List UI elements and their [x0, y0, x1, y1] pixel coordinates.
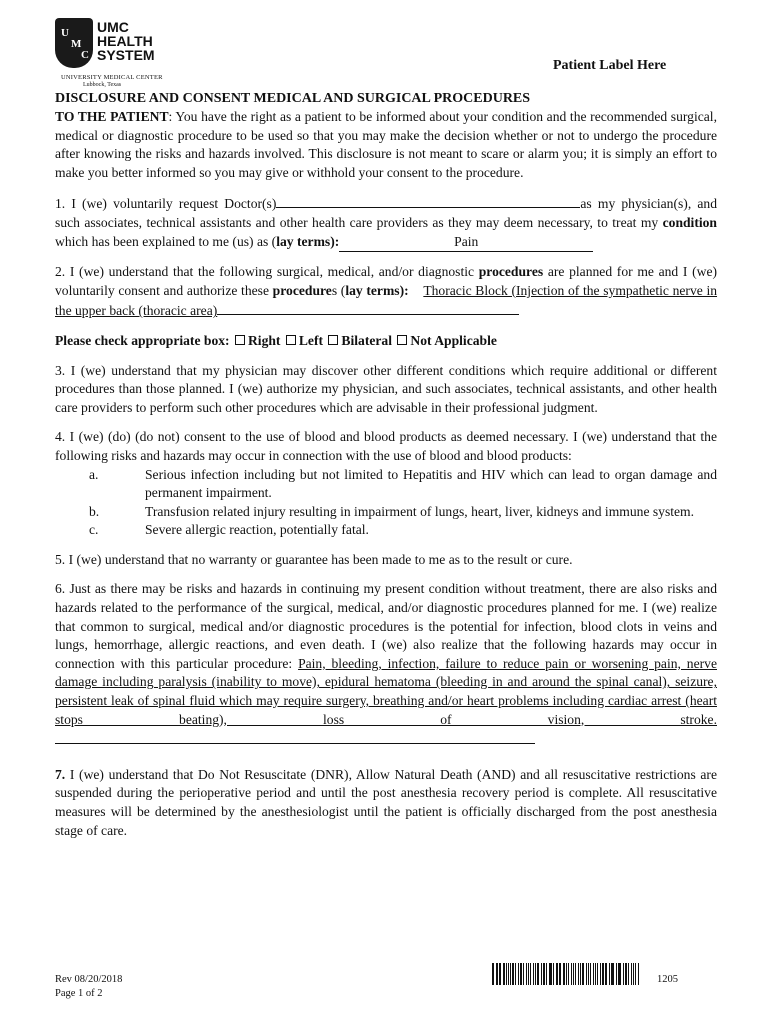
barcode-bar [588, 963, 590, 985]
barcode-bar [609, 963, 610, 985]
section-2: 2. I (we) understand that the following surgical, medical, and/or diagnostic procedures are planned for me and I (we) voluntarily consent and authorize these procedures (lay terms): Thoracic Block (Injection of the sympathetic nerve in the upper back (thoracic area) [55, 264, 718, 319]
section-3: 3. I (we) understand that my physician may discover other different conditions which require additional or different procedures than those planned. I (we) authorize my physician, and such associates, technical assistants, and other health care providers to perform such other procedures which are advisable in their professional judgment. [55, 362, 717, 415]
barcode-bar [595, 963, 597, 985]
section-1: 1. I (we) voluntarily request Doctor(s) as my physician(s), and such associates, technical assistants and other health care providers as they may deem necessary, to treat my condition which has been explained to me (us) as (lay terms): Pain [55, 193, 717, 252]
barcode-bar [633, 963, 634, 985]
barcode-bar [605, 963, 607, 985]
barcode-bar [506, 963, 507, 985]
barcode-bar [541, 963, 542, 985]
barcode-bar [510, 963, 511, 985]
barcode-bar [515, 963, 517, 985]
logo-monogram-u: U [61, 27, 69, 39]
section-7: 7. I (we) understand that Do Not Resuscitate (DNR), Allow Natural Death (AND) and all resuscitative restrictions are suspended during the perioperative period and until the post anesthesia recovery period is complete. All resuscitative measures will be determined by the anesthesiologist until the patient is officially discharged from the post anesthesia stage of care. [55, 766, 717, 838]
patient-label-placeholder: Patient Label Here [553, 58, 667, 73]
umc-shield-icon [55, 18, 93, 68]
section-5: 5. I (we) understand that no warranty or guarantee has been made to me as to the result or cure. [55, 551, 573, 567]
barcode-bar [520, 963, 522, 985]
logo-monogram-c: C [81, 49, 89, 61]
document-title: DISCLOSURE AND CONSENT MEDICAL AND SURGICAL PROCEDURES [55, 91, 531, 106]
barcode-bar [600, 963, 601, 985]
umc-logo [55, 18, 175, 90]
barcode-bar [628, 963, 630, 985]
logo-location: Lubbock, Texas [83, 82, 122, 88]
barcode-bar [597, 963, 598, 985]
barcode-bar [512, 963, 514, 985]
document-body [55, 90, 717, 840]
barcode-bar [590, 963, 591, 985]
barcode-bar [593, 963, 594, 985]
barcode-bar [616, 963, 617, 985]
barcode-bar [556, 963, 557, 985]
footer-revision: Rev 08/20/2018 Page 1 of 2 [55, 974, 123, 999]
barcode-bar [566, 963, 567, 985]
barcode-bar [543, 963, 545, 985]
barcode-bar [619, 963, 621, 985]
barcode-bar [549, 963, 550, 985]
side-checkboxes: Please check appropriate box: Right Left Bilateral Not Applicable [55, 332, 497, 348]
barcode-bar [553, 963, 554, 985]
barcode-bar [533, 963, 534, 985]
barcode-icon [492, 963, 640, 985]
barcode-bar [573, 963, 574, 985]
barcode-bar [625, 963, 627, 985]
barcode-bar [526, 963, 527, 985]
checkbox-bilateral[interactable] [328, 335, 338, 345]
barcode-bar [492, 963, 494, 985]
barcode-bar [602, 963, 604, 985]
barcode-bar [537, 963, 539, 985]
barcode-bar [530, 963, 531, 985]
barcode-bar [578, 963, 579, 985]
list-item: b. Transfusion related injury resulting in impairment of lungs, heart, liver, kidneys and immune system. [89, 503, 695, 519]
barcode-bar [612, 963, 614, 985]
list-item: c. Severe allergic reaction, potentially fatal. [89, 522, 369, 538]
barcode-bar [499, 963, 501, 985]
logo-monogram-m: M [71, 38, 82, 50]
barcode-bar [568, 963, 570, 985]
section-4: 4. I (we) (do) (do not) consent to the use of blood and blood products as deemed necessary. I (we) understand that the following risks and hazards may occur in connection with the use of blood and blood products: [55, 429, 717, 463]
checkbox-not-applicable[interactable] [397, 335, 407, 345]
barcode-bar [618, 963, 619, 985]
procedure-field[interactable]: Thoracic Block (Injection of the sympathetic nerve in the upper back (thoracic area) [55, 282, 718, 319]
barcode-bar [575, 963, 577, 985]
condition-field[interactable]: Pain [339, 233, 593, 253]
barcode-bar [523, 963, 524, 985]
barcode-bar [631, 963, 632, 985]
hazards-field[interactable]: Pain, bleeding, infection, failure to reduce pain or worsening pain, nerve damage including paralysis (inability to move), epidural hematoma (bleeding in and around the spinal canal), seizure, persistent leak of spinal fluid which may require surgery, breathing and/or heart problems including cardiac arrest (heart stops beating), loss of vision, stroke. [55, 655, 717, 727]
barcode-bar [508, 963, 509, 985]
barcode-bar [496, 963, 497, 985]
barcode-bar [580, 963, 581, 985]
logo-subtitle: UNIVERSITY MEDICAL CENTER [61, 74, 163, 81]
list-item: a. Serious infection including but not limited to Hepatitis and HIV which can lead to organ damage and permanent impairment. [89, 466, 717, 501]
logo-wordmark: UMC HEALTH SYSTEM [97, 19, 155, 63]
barcode-bar [563, 963, 565, 985]
barcode-bar [571, 963, 572, 985]
barcode-bar [611, 963, 612, 985]
blood-risk-list [55, 466, 717, 540]
intro-paragraph: TO THE PATIENT: You have the right as a patient to be informed about your condition and the recommended surgical, medical or diagnostic procedure to be used so that you may make the decision whether or not to undergo the procedure after knowing the risks and hazards involved. This disclosure is not meant to scare or alarm you; it is simply an effort to make you better informed so you may give or withhold your consent to the procedure. [55, 109, 717, 180]
section-6: 6. Just as there may be risks and hazards in continuing my present condition without treatment, there are also risks and hazards related to the performance of the surgical, medical, and/or diagnostic procedures planned for me. I (we) realize that common to surgical, medical and/or diagnostic procedures is the potential for infection, blood clots in veins and lungs, hemorrhage, allergic reactions, and even death. I (we) also realize that the following hazards may occur in connection with this particular procedure: Pain, bleeding, infection, failure to reduce pain or worsening pain, nerve damage including paralysis (inability to move), epidural hematoma (bleeding in and around the spinal canal), seizure, persistent leak of spinal fluid which may require surgery, breathing and/or heart problems including cardiac arrest (heart stops beating), loss of vision, stroke. [55, 580, 717, 749]
barcode-bar [546, 963, 547, 985]
checkbox-left[interactable] [286, 335, 296, 345]
barcode-bar [528, 963, 530, 985]
barcode-bar [535, 963, 537, 985]
barcode-bar [638, 963, 640, 985]
barcode-bar [623, 963, 624, 985]
barcode-bar [550, 963, 552, 985]
form-code: 1205 [657, 974, 678, 985]
barcode-bar [582, 963, 584, 985]
barcode-bar [518, 963, 519, 985]
checkbox-right[interactable] [235, 335, 245, 345]
doctor-name-field[interactable] [276, 193, 580, 208]
barcode-bar [557, 963, 558, 985]
barcode-bar [635, 963, 636, 985]
barcode-bar [503, 963, 505, 985]
barcode-bar [586, 963, 587, 985]
barcode-bar [559, 963, 561, 985]
barcode-bar [497, 963, 498, 985]
